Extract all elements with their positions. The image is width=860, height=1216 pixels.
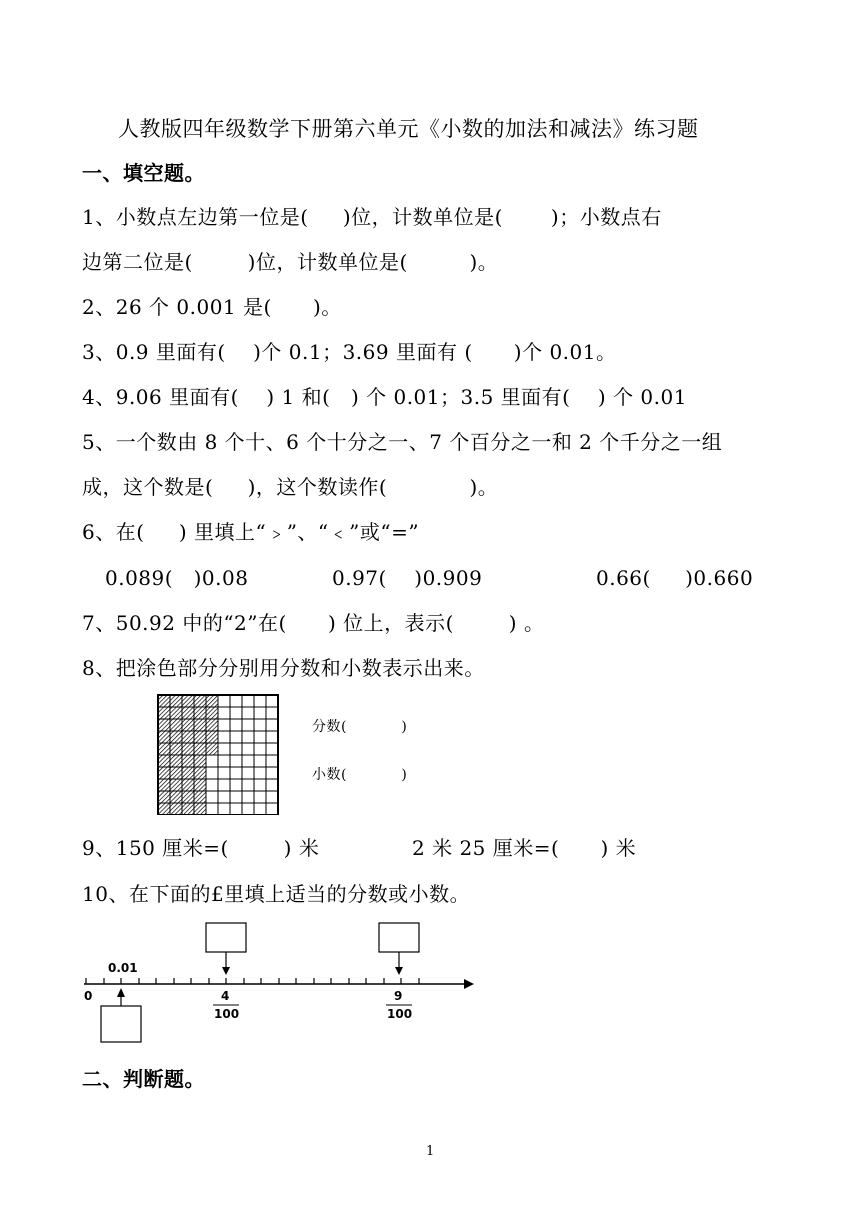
- label-zero: 0: [84, 989, 93, 1003]
- grid-cell-shaded: [206, 731, 218, 743]
- grid-cell-shaded: [170, 791, 182, 803]
- fraction-answer: 分数( ): [312, 719, 408, 735]
- grid-cell: [206, 779, 218, 791]
- grid-cell: [230, 779, 242, 791]
- fraction-4-denominator: 100: [214, 1007, 240, 1021]
- grid-cell: [254, 743, 266, 755]
- grid-cell-shaded: [158, 743, 170, 755]
- grid-cell: [242, 779, 254, 791]
- grid-cell: [242, 719, 254, 731]
- grid-cell-shaded: [194, 779, 206, 791]
- grid-cell: [266, 743, 278, 755]
- grid-cell-shaded: [182, 719, 194, 731]
- grid-cell: [218, 779, 230, 791]
- grid-cell-shaded: [170, 803, 182, 815]
- question-7: 7、50.92 中的“2”在( ) 位上，表示( ) 。: [82, 611, 545, 635]
- grid-cell-shaded: [158, 707, 170, 719]
- grid-cell: [218, 791, 230, 803]
- grid-cell: [254, 695, 266, 707]
- answer-box-bottom[interactable]: [101, 1006, 141, 1042]
- grid-cell-shaded: [158, 755, 170, 767]
- grid-cell: [242, 695, 254, 707]
- section-heading-fill-blank: 一、填空题。: [82, 161, 205, 185]
- question-1-line-2: 边第二位是( )位，计数单位是( )。: [82, 250, 499, 274]
- grid-cell-shaded: [182, 695, 194, 707]
- grid-cell: [266, 731, 278, 743]
- grid-cell: [254, 707, 266, 719]
- grid-cell: [254, 731, 266, 743]
- grid-cell: [230, 731, 242, 743]
- question-3: 3、0.9 里面有( )个 0.1；3.69 里面有 ( )个 0.01。: [82, 340, 617, 364]
- grid-cell: [242, 707, 254, 719]
- grid-cell: [218, 707, 230, 719]
- page-number: 1: [426, 1144, 435, 1159]
- grid-cell: [254, 779, 266, 791]
- grid-cell: [266, 755, 278, 767]
- fraction-4-numerator: 4: [221, 989, 230, 1003]
- grid-cell-shaded: [194, 803, 206, 815]
- number-line-figure: [78, 918, 488, 1048]
- question-6-compare-2: 0.97( )0.909: [332, 566, 483, 590]
- grid-cell-shaded: [194, 719, 206, 731]
- grid-cell-shaded: [194, 731, 206, 743]
- shaded-grid-figure: [156, 693, 280, 815]
- grid-cell: [266, 767, 278, 779]
- answer-box-top-left[interactable]: [206, 923, 246, 952]
- grid-cell: [218, 719, 230, 731]
- grid-cell-shaded: [170, 767, 182, 779]
- section-heading-true-false: 二、判断题。: [82, 1067, 205, 1091]
- grid-cell-shaded: [182, 755, 194, 767]
- grid-cell: [254, 767, 266, 779]
- grid-cell: [230, 695, 242, 707]
- question-5-line-2: 成，这个数是( )，这个数读作( )。: [82, 475, 499, 499]
- fraction-9-numerator: 9: [394, 989, 403, 1003]
- grid-cell: [218, 803, 230, 815]
- question-10: 10、在下面的£里填上适当的分数或小数。: [82, 882, 471, 906]
- grid-cell-shaded: [158, 779, 170, 791]
- grid-cell: [230, 803, 242, 815]
- question-4: 4、9.06 里面有( ) 1 和( ) 个 0.01；3.5 里面有( ) 个 0.01: [82, 385, 687, 409]
- grid-cell-shaded: [182, 767, 194, 779]
- grid-cell: [218, 731, 230, 743]
- question-5-line-1: 5、一个数由 8 个十、6 个十分之一、7 个百分之一和 2 个千分之一组: [82, 430, 723, 454]
- question-6-compare-1: 0.089( )0.08: [105, 566, 249, 590]
- question-1-line-1: 1、小数点左边第一位是( )位，计数单位是( )；小数点右: [82, 205, 662, 229]
- grid-cell-shaded: [182, 731, 194, 743]
- answer-box-top-right[interactable]: [379, 923, 419, 952]
- grid-cell-shaded: [170, 779, 182, 791]
- fraction-9-denominator: 100: [387, 1007, 413, 1021]
- grid-cell-shaded: [170, 719, 182, 731]
- grid-cell: [218, 743, 230, 755]
- label-0-01: 0.01: [108, 961, 138, 975]
- grid-cell-shaded: [170, 743, 182, 755]
- grid-cell: [230, 707, 242, 719]
- page-title: 人教版四年级数学下册第六单元《小数的加法和减法》练习题: [118, 117, 699, 141]
- grid-cell: [254, 719, 266, 731]
- grid-cell: [242, 791, 254, 803]
- grid-cell-shaded: [194, 707, 206, 719]
- grid-cell-shaded: [182, 791, 194, 803]
- grid-cell-shaded: [182, 743, 194, 755]
- grid-cell-shaded: [194, 695, 206, 707]
- grid-cell-shaded: [158, 731, 170, 743]
- grid-cell-shaded: [206, 743, 218, 755]
- grid-cell: [242, 755, 254, 767]
- grid-cell: [206, 803, 218, 815]
- grid-cell-shaded: [194, 755, 206, 767]
- grid-cell: [206, 791, 218, 803]
- grid-cell: [218, 755, 230, 767]
- grid-cell-shaded: [158, 695, 170, 707]
- grid-cell: [242, 803, 254, 815]
- grid-cell: [266, 707, 278, 719]
- grid-cell: [266, 719, 278, 731]
- question-9-part-1: 9、150 厘米=( ) 米: [82, 836, 320, 860]
- question-8: 8、把涂色部分分别用分数和小数表示出来。: [82, 656, 485, 680]
- question-9-part-2: 2 米 25 厘米=( ) 米: [412, 836, 637, 860]
- grid-cell-shaded: [194, 791, 206, 803]
- question-6: 6、在( ) 里填上“﹥”、“﹤”或“=”: [82, 520, 420, 544]
- grid-cell-shaded: [206, 707, 218, 719]
- grid-cell: [230, 767, 242, 779]
- grid-cell: [266, 779, 278, 791]
- grid-cell-shaded: [158, 803, 170, 815]
- grid-cell-shaded: [170, 755, 182, 767]
- grid-cell-shaded: [182, 803, 194, 815]
- grid-cell: [206, 755, 218, 767]
- grid-cell: [266, 803, 278, 815]
- grid-cell: [254, 803, 266, 815]
- grid-cell: [230, 743, 242, 755]
- grid-cell-shaded: [194, 743, 206, 755]
- grid-cell-shaded: [170, 731, 182, 743]
- decimal-answer: 小数( ): [312, 767, 408, 783]
- grid-cell-shaded: [182, 707, 194, 719]
- grid-cell-shaded: [158, 767, 170, 779]
- grid-cell: [218, 767, 230, 779]
- grid-cell: [218, 695, 230, 707]
- grid-cell: [206, 767, 218, 779]
- grid-cell-shaded: [158, 719, 170, 731]
- grid-cell-shaded: [170, 695, 182, 707]
- grid-cell: [230, 791, 242, 803]
- grid-cell-shaded: [206, 695, 218, 707]
- question-2: 2、26 个 0.001 是( )。: [82, 295, 342, 319]
- grid-cell: [230, 719, 242, 731]
- grid-cell: [242, 731, 254, 743]
- grid-cell: [242, 767, 254, 779]
- grid-cell: [266, 791, 278, 803]
- number-line-arrowhead: [464, 979, 474, 989]
- grid-cell: [266, 695, 278, 707]
- grid-cell-shaded: [158, 791, 170, 803]
- grid-cell: [230, 755, 242, 767]
- question-6-compare-3: 0.66( )0.660: [596, 566, 754, 590]
- grid-cell-shaded: [206, 719, 218, 731]
- grid-cell: [242, 743, 254, 755]
- grid-cell-shaded: [170, 707, 182, 719]
- grid-cell-shaded: [182, 779, 194, 791]
- grid-cell: [254, 791, 266, 803]
- grid-cell: [254, 755, 266, 767]
- grid-cell-shaded: [194, 767, 206, 779]
